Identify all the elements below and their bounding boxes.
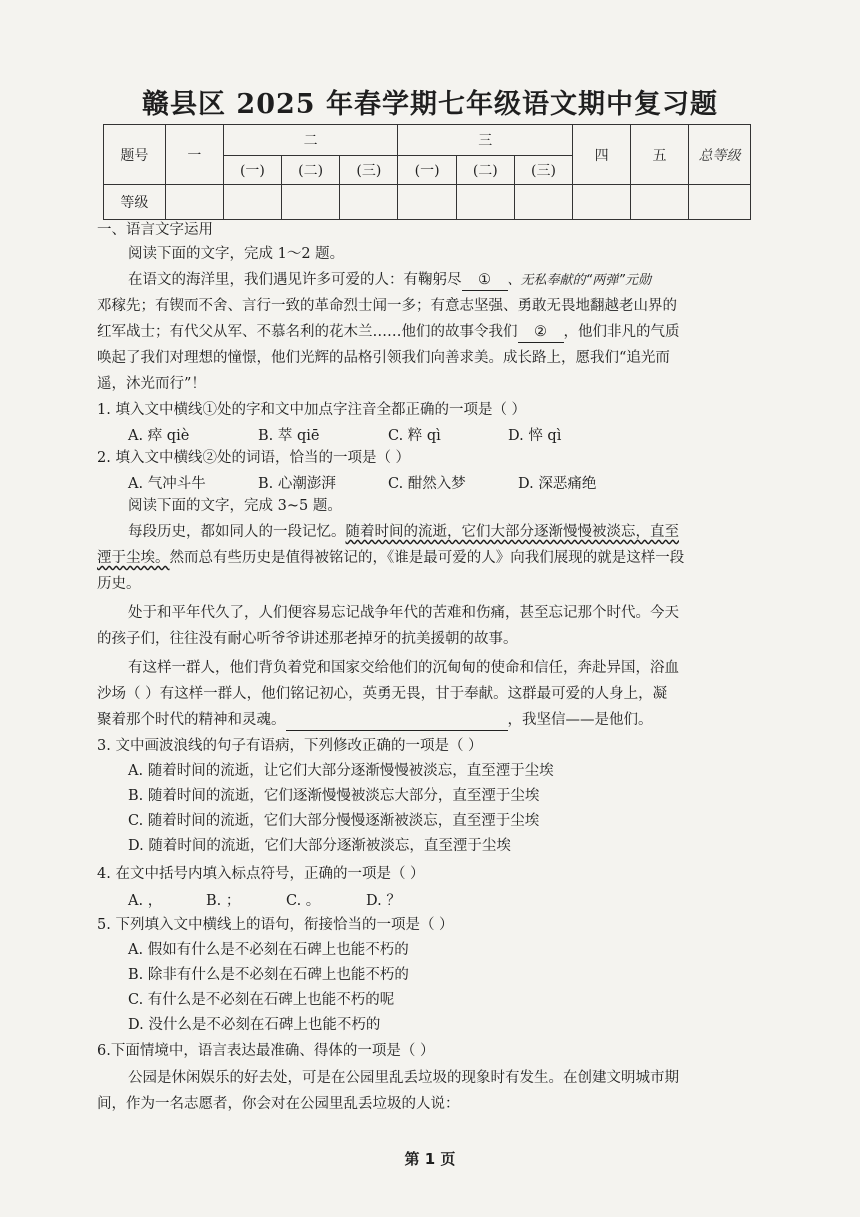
grade-cell [165, 185, 223, 220]
passage-line [128, 270, 651, 291]
option-a: A. 气冲斗牛 [128, 476, 206, 492]
table-subheader-cell: (三) [514, 156, 572, 185]
passage-line: 历史。 [97, 576, 141, 592]
grade-cell [631, 185, 689, 220]
passage-line: 有这样一群人，他们背负着党和国家交给他们的沉甸甸的使命和信任，奔赴异国，浴血 [128, 660, 679, 676]
option-c: C. 。 [286, 893, 321, 909]
option-a: A. 随着时间的流逝，让它们大部分逐渐慢慢被淡忘，直至湮于尘埃 [128, 763, 554, 779]
table-subheader-cell: (三) [340, 156, 398, 185]
option-d: D. 随着时间的流逝，它们大部分逐渐被淡忘，直至湮于尘埃 [128, 838, 511, 854]
table-header-cell: 五 [631, 125, 689, 185]
table-header-cell: 题号 [104, 125, 166, 185]
passage-line: 沙场（ ）有这样一群人，他们铭记初心，英勇无畏，甘于奉献。这群最可爱的人身上，凝 [97, 686, 668, 702]
grade-cell [282, 185, 340, 220]
page-title: 赣县区 2025 年春学期七年级语文期中复习题 [142, 89, 718, 120]
option-c: C. 酣然入梦 [388, 476, 466, 492]
grade-cell [689, 185, 751, 220]
grade-cell [573, 185, 631, 220]
option-b: B. 随着时间的流逝，它们逐渐慢慢被淡忘大部分，直至湮于尘埃 [128, 788, 540, 804]
table-header-cell: 四 [573, 125, 631, 185]
question-6-stem: 6.下面情境中，语言表达最准确、得体的一项是（ ） [97, 1043, 435, 1059]
passage-text: ，他们非凡的气质 [563, 324, 680, 340]
passage-line: 间，作为一名志愿者，你会对在公园里乱丢垃圾的人说： [97, 1096, 460, 1112]
option-b: B. ； [206, 893, 241, 909]
reading-intro: 阅读下面的文字，完成 3~5 题。 [128, 498, 342, 514]
table-subheader-cell: (二) [282, 156, 340, 185]
reading-intro: 阅读下面的文字，完成 1～2 题。 [128, 246, 345, 262]
table-subheader-cell: (一) [223, 156, 281, 185]
option-c: C. 随着时间的流逝，它们大部分慢慢逐渐被淡忘，直至湮于尘埃 [128, 813, 540, 829]
wavy-underlined-sentence: 湮于尘埃。 [97, 550, 170, 566]
passage-text: 聚着那个时代的精神和灵魂。 [97, 712, 286, 728]
question-1-options [128, 424, 561, 445]
passage-line: 唤起了我们对理想的憧憬，他们光辉的品格引领我们向善求美。成长路上，愿我们“追光而 [97, 350, 670, 366]
passage-text: 然而总有些历史是值得被铭记的，《谁是最可爱的人》向我们展现的就是这样一段 [169, 550, 685, 566]
passage-line: 公园是休闲娱乐的好去处，可是在公园里乱丢垃圾的现象时有发生。在创建文明城市期 [128, 1070, 679, 1086]
option-a: A. 假如有什么是不必刻在石碑上也能不朽的 [128, 942, 409, 958]
question-2-options [128, 472, 596, 493]
passage-text: 在语文的海洋里，我们遇见许多可爱的人：有鞠躬尽 [128, 272, 462, 288]
grade-cell [398, 185, 456, 220]
table-header-cell: 总等级 [689, 125, 751, 185]
passage-line: 遥，沐光而行”！ [97, 376, 206, 392]
passage-text: ，我坚信——是他们。 [507, 712, 653, 728]
option-d: D. ？ [366, 893, 401, 909]
option-b: B. 心潮澎湃 [258, 476, 336, 492]
grade-cell [223, 185, 281, 220]
option-c: C. 粹 qì [388, 428, 441, 444]
option-a: A. ， [128, 893, 163, 909]
option-d: D. 深恶痛绝 [518, 476, 597, 492]
fill-in-blank-line [286, 710, 508, 731]
blank-1: ① [462, 270, 508, 291]
page-number: 第 1 页 [404, 1150, 456, 1168]
table-subheader-cell: (二) [456, 156, 514, 185]
table-header-cell: 二 [223, 125, 398, 156]
passage-line [128, 522, 679, 542]
option-d: D. 悴 qì [508, 428, 562, 444]
grade-cell [456, 185, 514, 220]
table-subheader-cell: (一) [398, 156, 456, 185]
option-d: D. 没什么是不必刻在石碑上也能不朽的 [128, 1017, 381, 1033]
question-1-stem: 1. 填入文中横线①处的字和文中加点字注音全都正确的一项是（ ） [97, 402, 527, 418]
grade-cell [514, 185, 572, 220]
score-table [103, 124, 751, 220]
blank-2: ② [518, 322, 564, 343]
question-3-stem: 3. 文中画波浪线的句子有语病，下列修改正确的一项是（ ） [97, 738, 483, 754]
table-row-label: 等级 [104, 185, 166, 220]
passage-text: 每段历史，都如同人的一段记忆。 [128, 524, 346, 540]
question-4-options [128, 889, 401, 910]
passage-line: 邓稼先；有锲而不舍、言行一致的革命烈士闻一多；有意志坚强、勇敢无畏地翻越老山界的 [97, 298, 677, 314]
question-4-stem: 4. 在文中括号内填入标点符号，正确的一项是（ ） [97, 866, 425, 882]
passage-line [97, 548, 684, 568]
passage-text: 红军战士；有代父从军、不慕名利的花木兰……他们的故事令我们 [97, 324, 518, 340]
table-header-cell: 一 [165, 125, 223, 185]
grade-cell [340, 185, 398, 220]
question-5-stem: 5. 下列填入文中横线上的语句，衔接恰当的一项是（ ） [97, 917, 454, 933]
passage-line: 处于和平年代久了，人们便容易忘记战争年代的苦难和伤痛，甚至忘记那个时代。今天 [128, 605, 679, 621]
passage-line [97, 322, 680, 343]
section-heading: 一、语言文字运用 [97, 222, 213, 238]
option-a: A. 瘁 qiè [128, 428, 190, 444]
passage-line [97, 710, 653, 731]
passage-line: 的孩子们，往往没有耐心听爷爷讲述那老掉牙的抗美援朝的故事。 [97, 631, 518, 647]
passage-text: 、无私奉献的“两弹”元勋 [507, 273, 651, 288]
option-b: B. 除非有什么是不必刻在石碑上也能不朽的 [128, 967, 409, 983]
option-c: C. 有什么是不必刻在石碑上也能不朽的呢 [128, 992, 395, 1008]
table-header-cell: 三 [398, 125, 573, 156]
question-2-stem: 2. 填入文中横线②处的词语，恰当的一项是（ ） [97, 450, 411, 466]
wavy-underlined-sentence: 随着时间的流逝，它们大部分逐渐慢慢被淡忘，直至 [345, 524, 679, 540]
option-b: B. 萃 qiē [258, 428, 320, 444]
